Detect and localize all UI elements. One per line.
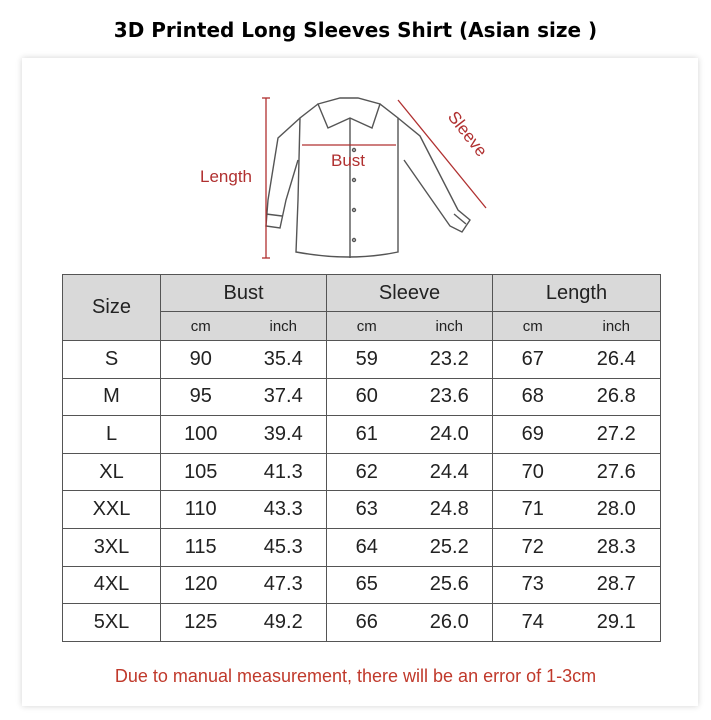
cm-cell: 95: [161, 378, 241, 416]
table-row: [63, 491, 661, 529]
table-row: [63, 416, 661, 454]
inch-cell: 45.3: [241, 528, 327, 566]
inch-cell: 49.2: [241, 604, 327, 642]
shirt-icon: [266, 98, 470, 258]
sleeve-label: Sleeve: [443, 107, 491, 161]
table-row: [63, 378, 661, 416]
size-header: Size: [63, 275, 161, 341]
unit-inch: inch: [573, 312, 661, 341]
cm-cell: 61: [327, 416, 407, 454]
inch-cell: 28.0: [573, 491, 661, 529]
unit-cm: cm: [493, 312, 573, 341]
inch-cell: 24.8: [407, 491, 493, 529]
inch-cell: 28.7: [573, 566, 661, 604]
inch-cell: 41.3: [241, 453, 327, 491]
unit-cm: cm: [161, 312, 241, 341]
cm-cell: 110: [161, 491, 241, 529]
cm-cell: 105: [161, 453, 241, 491]
cm-cell: 62: [327, 453, 407, 491]
table-row: [63, 528, 661, 566]
cm-cell: 64: [327, 528, 407, 566]
size-cell: 4XL: [63, 566, 161, 604]
inch-cell: 23.2: [407, 341, 493, 379]
shirt-diagram: [0, 0, 711, 270]
cm-cell: 125: [161, 604, 241, 642]
inch-cell: 26.4: [573, 341, 661, 379]
cm-cell: 74: [493, 604, 573, 642]
header-length: Length: [493, 275, 661, 312]
size-cell: XXL: [63, 491, 161, 529]
cm-cell: 65: [327, 566, 407, 604]
inch-cell: 27.6: [573, 453, 661, 491]
inch-cell: 35.4: [241, 341, 327, 379]
inch-cell: 26.8: [573, 378, 661, 416]
inch-cell: 24.0: [407, 416, 493, 454]
cm-cell: 72: [493, 528, 573, 566]
inch-cell: 39.4: [241, 416, 327, 454]
unit-cm: cm: [327, 312, 407, 341]
inch-cell: 24.4: [407, 453, 493, 491]
size-cell: L: [63, 416, 161, 454]
cm-cell: 120: [161, 566, 241, 604]
cm-cell: 60: [327, 378, 407, 416]
cm-cell: 100: [161, 416, 241, 454]
cm-cell: 71: [493, 491, 573, 529]
cm-cell: 70: [493, 453, 573, 491]
cm-cell: 59: [327, 341, 407, 379]
header-bust: Bust: [161, 275, 327, 312]
table-row: [63, 566, 661, 604]
inch-cell: 29.1: [573, 604, 661, 642]
table-row: [63, 341, 661, 379]
header-sleeve: Sleeve: [327, 275, 493, 312]
bust-label: Bust: [331, 151, 366, 170]
table-header-row: [63, 275, 661, 312]
page-title: 3D Printed Long Sleeves Shirt (Asian size ): [113, 18, 598, 42]
table-row: [63, 604, 661, 642]
size-cell: 3XL: [63, 528, 161, 566]
cm-cell: 69: [493, 416, 573, 454]
cm-cell: 66: [327, 604, 407, 642]
unit-inch: inch: [407, 312, 493, 341]
cm-cell: 67: [493, 341, 573, 379]
cm-cell: 63: [327, 491, 407, 529]
unit-inch: inch: [241, 312, 327, 341]
size-table: [62, 274, 661, 642]
size-cell: S: [63, 341, 161, 379]
inch-cell: 25.6: [407, 566, 493, 604]
inch-cell: 27.2: [573, 416, 661, 454]
cm-cell: 73: [493, 566, 573, 604]
inch-cell: 47.3: [241, 566, 327, 604]
size-cell: M: [63, 378, 161, 416]
cm-cell: 68: [493, 378, 573, 416]
inch-cell: 43.3: [241, 491, 327, 529]
length-label: Length: [200, 167, 252, 186]
inch-cell: 37.4: [241, 378, 327, 416]
cm-cell: 90: [161, 341, 241, 379]
cm-cell: 115: [161, 528, 241, 566]
table-row: [63, 453, 661, 491]
inch-cell: 28.3: [573, 528, 661, 566]
measurement-note: Due to manual measurement, there will be an error of 1-3cm: [114, 666, 597, 686]
size-cell: 5XL: [63, 604, 161, 642]
size-cell: XL: [63, 453, 161, 491]
inch-cell: 26.0: [407, 604, 493, 642]
inch-cell: 25.2: [407, 528, 493, 566]
inch-cell: 23.6: [407, 378, 493, 416]
